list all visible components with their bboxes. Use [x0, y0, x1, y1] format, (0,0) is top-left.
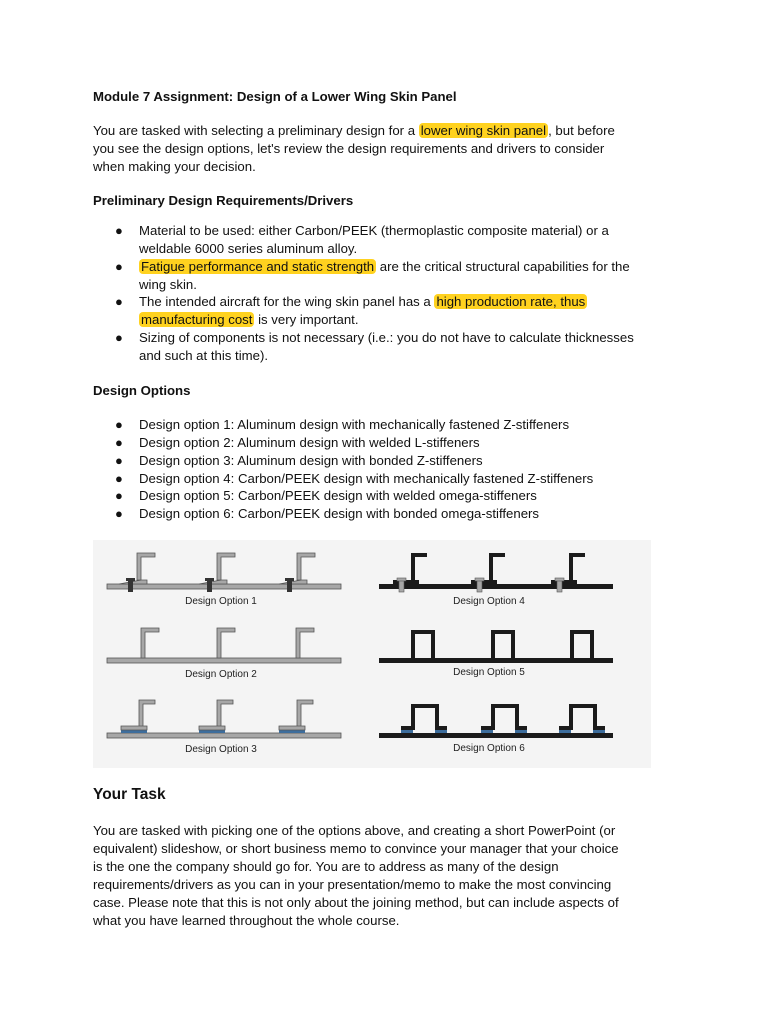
bullet-icon: ● [115, 453, 123, 468]
bullet-icon: ● [115, 259, 123, 274]
bullet-icon: ● [115, 330, 123, 345]
design-option-5: Design option 5: Carbon/PEEK design with welded omega-stiffeners [139, 488, 537, 503]
design-option-2: Design option 2: Aluminum design with welded L-stiffeners [139, 435, 480, 450]
l-stiffener [141, 628, 314, 658]
bullet-icon: ● [115, 506, 123, 521]
z-stiffener [121, 700, 313, 730]
list-item-text-part: are the critical structural capabilities for the [376, 259, 630, 274]
highlight-lower-wing-skin-panel: lower wing skin panel [420, 123, 547, 138]
list-item-text-part: is very important. [254, 312, 359, 327]
highlight-fatigue-static: Fatigue performance and static strength [141, 259, 375, 274]
bullet-icon: ● [115, 435, 123, 450]
caption-design-option-3: Design Option 3 [185, 744, 257, 755]
task-line: what you have learned throughout the whole course. [93, 913, 400, 928]
task-line: is the one the company should go for. You are to address as many of the design [93, 859, 559, 874]
list-item-text: weldable 6000 series aluminum alloy. [139, 241, 358, 256]
design-option-2-diagram [107, 628, 341, 680]
bullet-icon: ● [115, 471, 123, 486]
list-item-text [139, 258, 630, 276]
design-option-1: Design option 1: Aluminum design with mechanically fastened Z-stiffeners [139, 417, 570, 432]
caption-design-option-4: Design Option 4 [453, 596, 525, 607]
list-item-text: Material to be used: either Carbon/PEEK (thermoplastic composite material) or a [139, 223, 609, 238]
design-option-4-diagram [379, 553, 613, 607]
task-line: case. Please note that this is not only about the joining method, but can include aspects of [93, 895, 619, 910]
intro-text: , but before [548, 123, 615, 138]
task-line: equivalent) slideshow, or short business memo to convince your manager that your choice [93, 841, 619, 856]
caption-design-option-6: Design Option 6 [453, 743, 525, 754]
task-heading: Your Task [93, 786, 166, 803]
adhesive-layer [401, 730, 605, 733]
highlight-manufacturing-cost: manufacturing cost [141, 312, 253, 327]
list-item-text [139, 311, 359, 329]
caption-design-option-2: Design Option 2 [185, 669, 257, 680]
design-option-3: Design option 3: Aluminum design with bonded Z-stiffeners [139, 453, 483, 468]
design-option-1-diagram [107, 553, 341, 607]
omega-stiffener [411, 630, 594, 658]
bullet-icon: ● [115, 417, 123, 432]
task-line: You are tasked with picking one of the options above, and creating a short PowerPoint (or [93, 823, 616, 838]
list-item-text-part: The intended aircraft for the wing skin panel has a [139, 294, 435, 309]
list-item-text: and such at this time). [139, 348, 269, 363]
omega-stiffener [401, 704, 605, 730]
caption-design-option-1: Design Option 1 [185, 596, 257, 607]
options-heading: Design Options [93, 383, 191, 398]
intro-line-1 [93, 122, 615, 140]
adhesive-layer [121, 730, 305, 733]
highlight-production-rate: high production rate, thus [436, 294, 586, 309]
bullet-icon: ● [115, 223, 123, 238]
design-options-diagram [93, 540, 651, 768]
bullet-icon: ● [115, 488, 123, 503]
design-option-5-diagram [379, 630, 613, 678]
design-option-4: Design option 4: Carbon/PEEK design with mechanically fastened Z-stiffeners [139, 471, 594, 486]
list-item-text: wing skin. [139, 277, 197, 292]
document-title: Module 7 Assignment: Design of a Lower Wing Skin Panel [93, 89, 457, 104]
list-item-text: Sizing of components is not necessary (i.e.: you do not have to calculate thicknesses [139, 330, 634, 345]
requirements-heading: Preliminary Design Requirements/Drivers [93, 193, 354, 208]
design-option-6: Design option 6: Carbon/PEEK design with bonded omega-stiffeners [139, 506, 540, 521]
design-option-6-diagram [379, 704, 613, 754]
caption-design-option-5: Design Option 5 [453, 667, 525, 678]
intro-text: You are tasked with selecting a preliminary design for a [93, 123, 419, 138]
intro-line-3: when making your decision. [93, 159, 256, 174]
bullet-icon: ● [115, 294, 123, 309]
design-option-3-diagram [107, 700, 341, 755]
task-line: requirements/drivers as you can in your presentation/memo to make the most convincing [93, 877, 612, 892]
list-item-text [139, 293, 587, 311]
intro-line-2: you see the design options, let's review the design requirements and drivers to consider [93, 141, 605, 156]
design-options-figure [93, 540, 651, 768]
